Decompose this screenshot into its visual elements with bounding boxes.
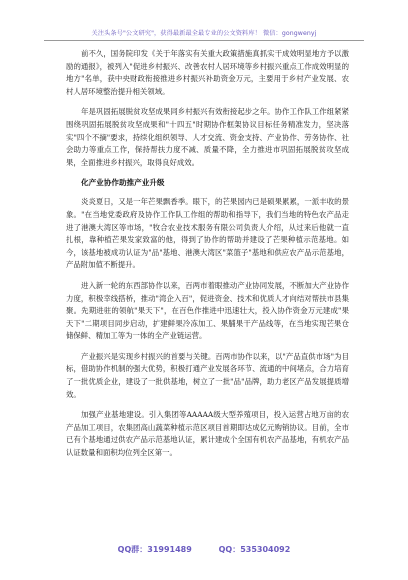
paragraph-1: 前不久，国务院印发《关于年落实有关重大政策措施真抓实干成效明显地方予以激励的通报》，被列入"促进乡村振兴、改善农村人居环境等乡村振兴重点工作成效明显的地方"名单，获中央财政衔接推进乡村振兴补助资金万元，主要用于乡村产业发展、农村人居环境整治提升相关领域。 (66, 49, 349, 96)
header-divider (44, 40, 364, 41)
page-footer (0, 544, 408, 555)
paragraph-4: 进入新一轮的东西部协作以来，百两市着眼推动产业协同发展，不断加大产业协作力度，积极幸线搭桥，推动"湾企入百"，促进资金、技术和优质人才向结对帮扶市县集聚。先期进驻的领航"果天下"，在百色作推进中迅速壮大，投入协作资金万元建成"果天下"二期项目同步启动，扩建鲜果冷冻加工、果脯果干产品线等，在当地实现芒果仓储保鲜、精加工等为一体的全产业链运营。 (66, 280, 349, 341)
paragraph-3: 炎炎夏日，又是一年芒果飘香季。眼下，的芒果园内已是硕果累累，一派丰收的景象。"在当地党委政府及协作工作队工作组的帮助和指导下，我们当地的特色农产品走进了港澳大湾区等市场，"牧合农业技术服务有限公司负责人介绍，从过来后他就一直扎根，靠种植芒果发家致富的他，得到了协作的帮助并建设了芒果种植示范基地。如今，该基地被成功认证为"品"基地、港澳大湾区"菜篮子"基地和供应农产品示范基地，产品附加值不断提升。 (66, 197, 349, 270)
page-header: 关注头条号"公文研究"，获得最新最全最专业的公文资料库！ 微信：gongwenyj (91, 30, 317, 37)
footer-qq: QQ：535304092 (218, 545, 291, 554)
document-body (66, 48, 349, 468)
section-heading: 化产业协作助推产业升级 (81, 178, 165, 188)
paragraph-6: 加强产业基地建设。引入集团等AAAAA级大型养殖项目，投入运营占地万亩的农产品加工项目，农集团高山蔬菜种植示范区项目首期即达成亿元购销协议。目前，全市已有个基地通过供农产品示范基地认证，累计建成个全国有机农产品基地，有机农产品认证数量和面积均位列全区第一。 (66, 410, 349, 458)
paragraph-2: 年是巩固拓展脱贫攻坚成果同乡村振兴有效衔接起步之年。协作工作队工作组紧紧围绕巩固拓展脱贫攻坚成果和"十四五"时期协作框架协议目标任务精准发力，坚决落实"四个不摘"要求，持续化组织领导、人才交流、资金支持、产业协作、劳务协作、社会助力等重点工作，保持帮扶力度不减、质量不降，全力推进市巩固拓展脱贫攻坚成果，全面推进乡村振兴，取得良好成效。 (66, 107, 349, 167)
paragraph-5: 产业振兴是实现乡村振兴的首要与关键。百两市协作以来，以"产品直供市场"为目标，借助协作机制的强大优势，积极打通产业发展各环节、流通的中间堵点，合力培育了一批优质企业，建设了一批供基地，树立了一批"品"品牌，助力老区产品发展提质增效。 (66, 351, 349, 399)
footer-qq-group: QQ群：31991489 (117, 545, 192, 554)
